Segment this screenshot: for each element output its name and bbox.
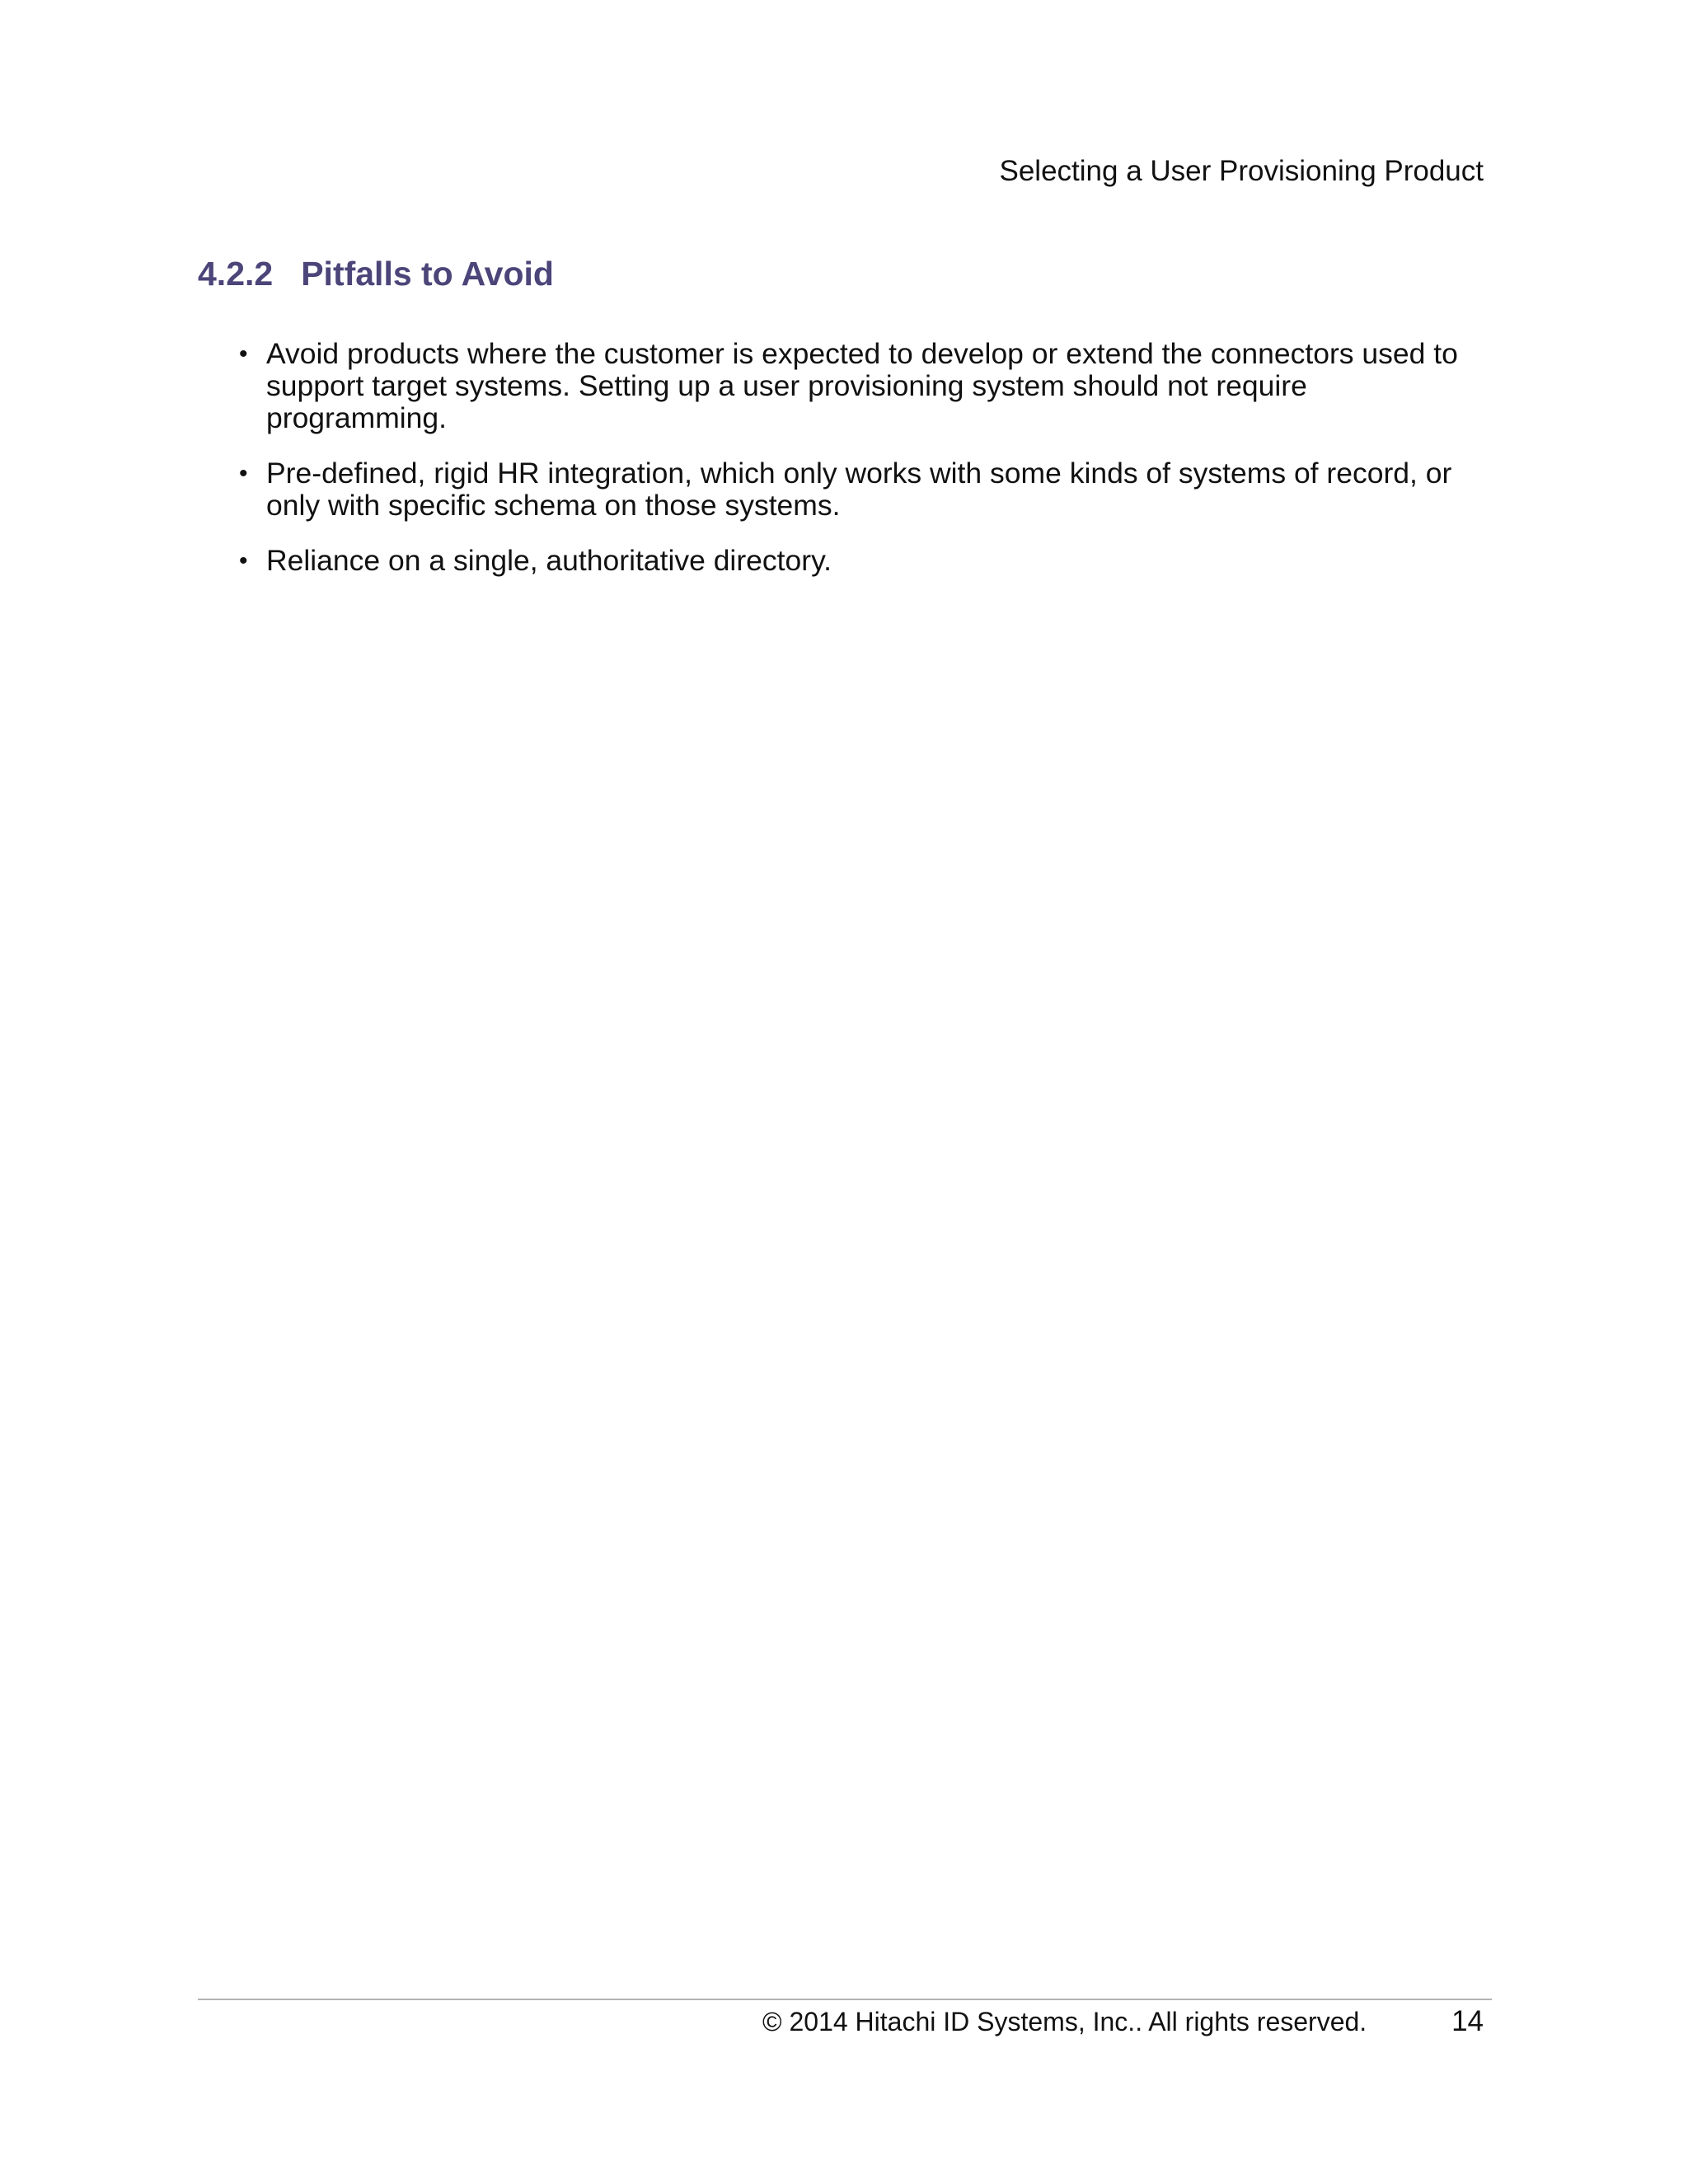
footer-divider (198, 1999, 1492, 2000)
footer-copyright: © 2014 Hitachi ID Systems, Inc.. All rights reserved. (762, 2007, 1367, 2036)
list-item (239, 457, 1492, 522)
section-number: 4.2.2 (198, 255, 274, 293)
section-title: Pitfalls to Avoid (301, 255, 554, 293)
running-header: Selecting a User Provisioning Product (999, 155, 1484, 187)
list-item (239, 338, 1492, 434)
section-heading (198, 252, 554, 295)
bullet-icon: • (239, 340, 248, 368)
list-item-text: Pre-defined, rigid HR integration, which only works with some kinds of systems of record, or only with specific schema on those systems. (266, 457, 1452, 522)
list-item-text: Avoid products where the customer is expected to develop or extend the connectors used to support target systems. Setting up a user provisioning system should not require programming. (266, 337, 1458, 434)
bullet-icon: • (239, 460, 248, 487)
page-number: 14 (1451, 2005, 1484, 2037)
list-item-text: Reliance on a single, authoritative directory. (266, 544, 832, 577)
list-item (239, 545, 1492, 577)
pitfalls-list (239, 338, 1492, 600)
bullet-icon: • (239, 547, 248, 574)
